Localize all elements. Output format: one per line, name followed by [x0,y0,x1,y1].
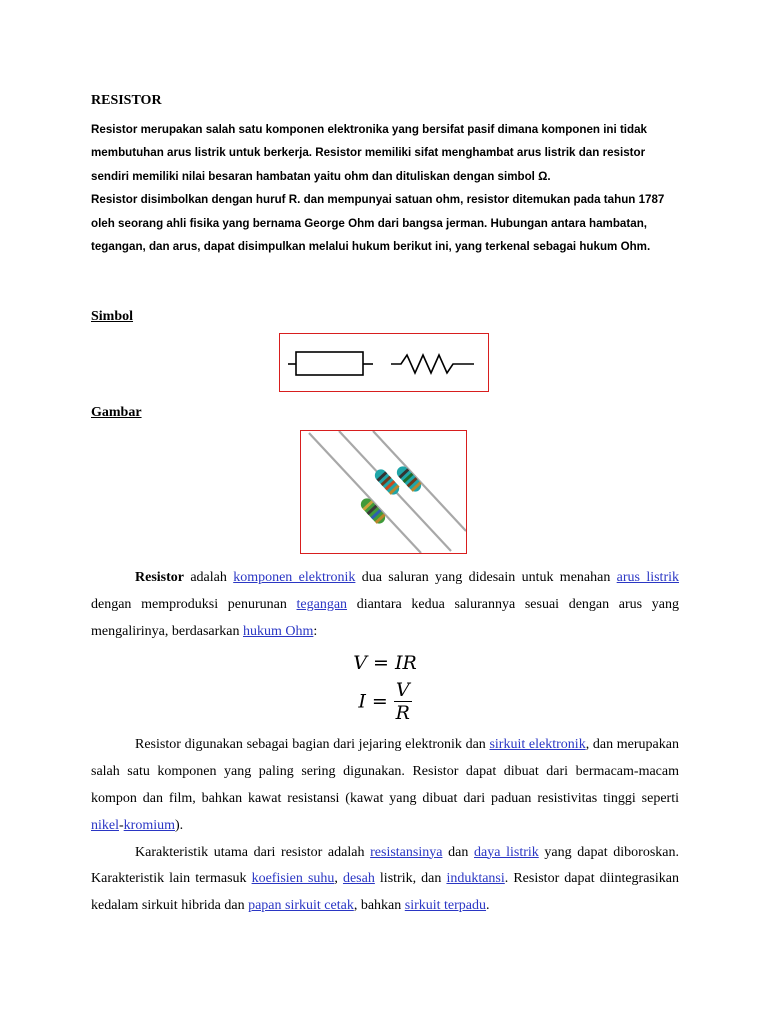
document-title: RESISTOR [91,93,162,108]
body-paragraph-2 [91,732,679,839]
resistor-photo-icon [301,431,466,553]
intro-text [91,118,681,258]
text-run: : [313,623,318,639]
link-desah[interactable]: desah [342,871,375,887]
text-run: Resistor digunakan sebagai bagian dari jejaring elektronik dan [135,737,490,753]
body-paragraph-1 [91,565,679,645]
link-induktansi[interactable]: induktansi [446,871,505,887]
formula-lhs: I = [358,690,388,713]
link-sirkuit-terpadu[interactable]: sirkuit terpadu [404,898,487,914]
text-run: diantara kedua salurannya sesuai dengan arus yang mengalirinya, berdasarkan [91,596,679,639]
link-papan-sirkuit-cetak[interactable]: papan sirkuit cetak [248,898,354,914]
link-resistansinya[interactable]: resistansinya [370,844,443,860]
text-run: yang dapat diboroskan. Karakteristik lain termasuk [91,844,679,887]
resistor-symbols-icon [280,334,488,391]
text-run: dan [442,844,474,860]
link-arus-listrik[interactable]: arus listrik [616,570,679,585]
resistor-photo [300,430,467,554]
link-sirkuit-elektronik[interactable]: sirkuit elektronik [489,737,586,753]
fraction-numerator: V [395,679,410,702]
formula-v-equals-ir: V = IR [353,652,417,675]
link-koefisien-suhu[interactable]: koefisien suhu [251,871,335,887]
fraction-denominator: R [395,702,410,725]
link-daya-listrik[interactable]: daya listrik [474,844,539,860]
body-paragraph-3 [91,840,679,920]
text-run: adalah [184,570,234,585]
link-tegangan[interactable]: tegangan [296,596,348,612]
body-text [91,565,679,920]
ohm-law-formula [91,649,679,724]
formula-i-equals-v-over-r [91,679,679,724]
link-hukum-ohm[interactable]: hukum Ohm [243,623,314,639]
bold-term: Resistor [135,570,184,585]
text-run: . Resistor dapat diintegrasikan kedalam sirkuit hibrida dan [91,871,679,914]
text-run: Karakteristik utama dari resistor adalah [135,844,371,860]
text-run: , bahkan [353,898,405,914]
intro-paragraph-2: Resistor disimbolkan dengan huruf R. dan mempunyai satuan ohm, resistor ditemukan pada tahun 1787 oleh seorang ahli fisika yang bernama George Ohm dari bangsa jerman. Hubungan antara hambatan, tegangan, dan arus, dapat disimpulkan melalui hukum berikut ini, yang terkenal sebagai hukum Ohm. [91,193,665,254]
intro-paragraph-1: Resistor merupakan salah satu komponen elektronika yang bersifat pasif dimana komponen ini tidak membutuhan arus listrik untuk berkerja. Resistor memiliki sifat menghambat arus listrik dan resistor sendiri memiliki nilai besaran hambatan yaitu ohm dan dituliskan dengan simbol Ω. [91,123,648,183]
fraction [394,679,412,724]
link-komponen-elektronik[interactable]: komponen elektronik [233,570,356,585]
resistor-symbol-figure [279,333,489,392]
text-run: dua saluran yang didesain untuk menahan [355,570,617,585]
zigzag-resistor-symbol [391,355,474,373]
box-resistor-symbol [296,352,363,375]
link-nikel[interactable]: nikel [91,817,119,833]
heading-simbol: Simbol [91,309,134,324]
text-run: , dan merupakan salah satu komponen yang paling sering digunakan. Resistor dapat dibuat dari bermacam-macam kompon dan film, bahkan kawat resistansi (kawat yang dibuat dari paduan resistivitas tinggi seperti [91,737,679,806]
link-kromium[interactable]: kromium [123,817,176,833]
text-run: ). [175,817,184,833]
text-run: listrik, dan [374,871,447,887]
text-run: , [334,871,343,887]
heading-gambar: Gambar [91,405,142,420]
text-run: - [119,817,124,833]
text-run: . [486,898,490,914]
text-run: dengan memproduksi penurunan [91,596,297,612]
